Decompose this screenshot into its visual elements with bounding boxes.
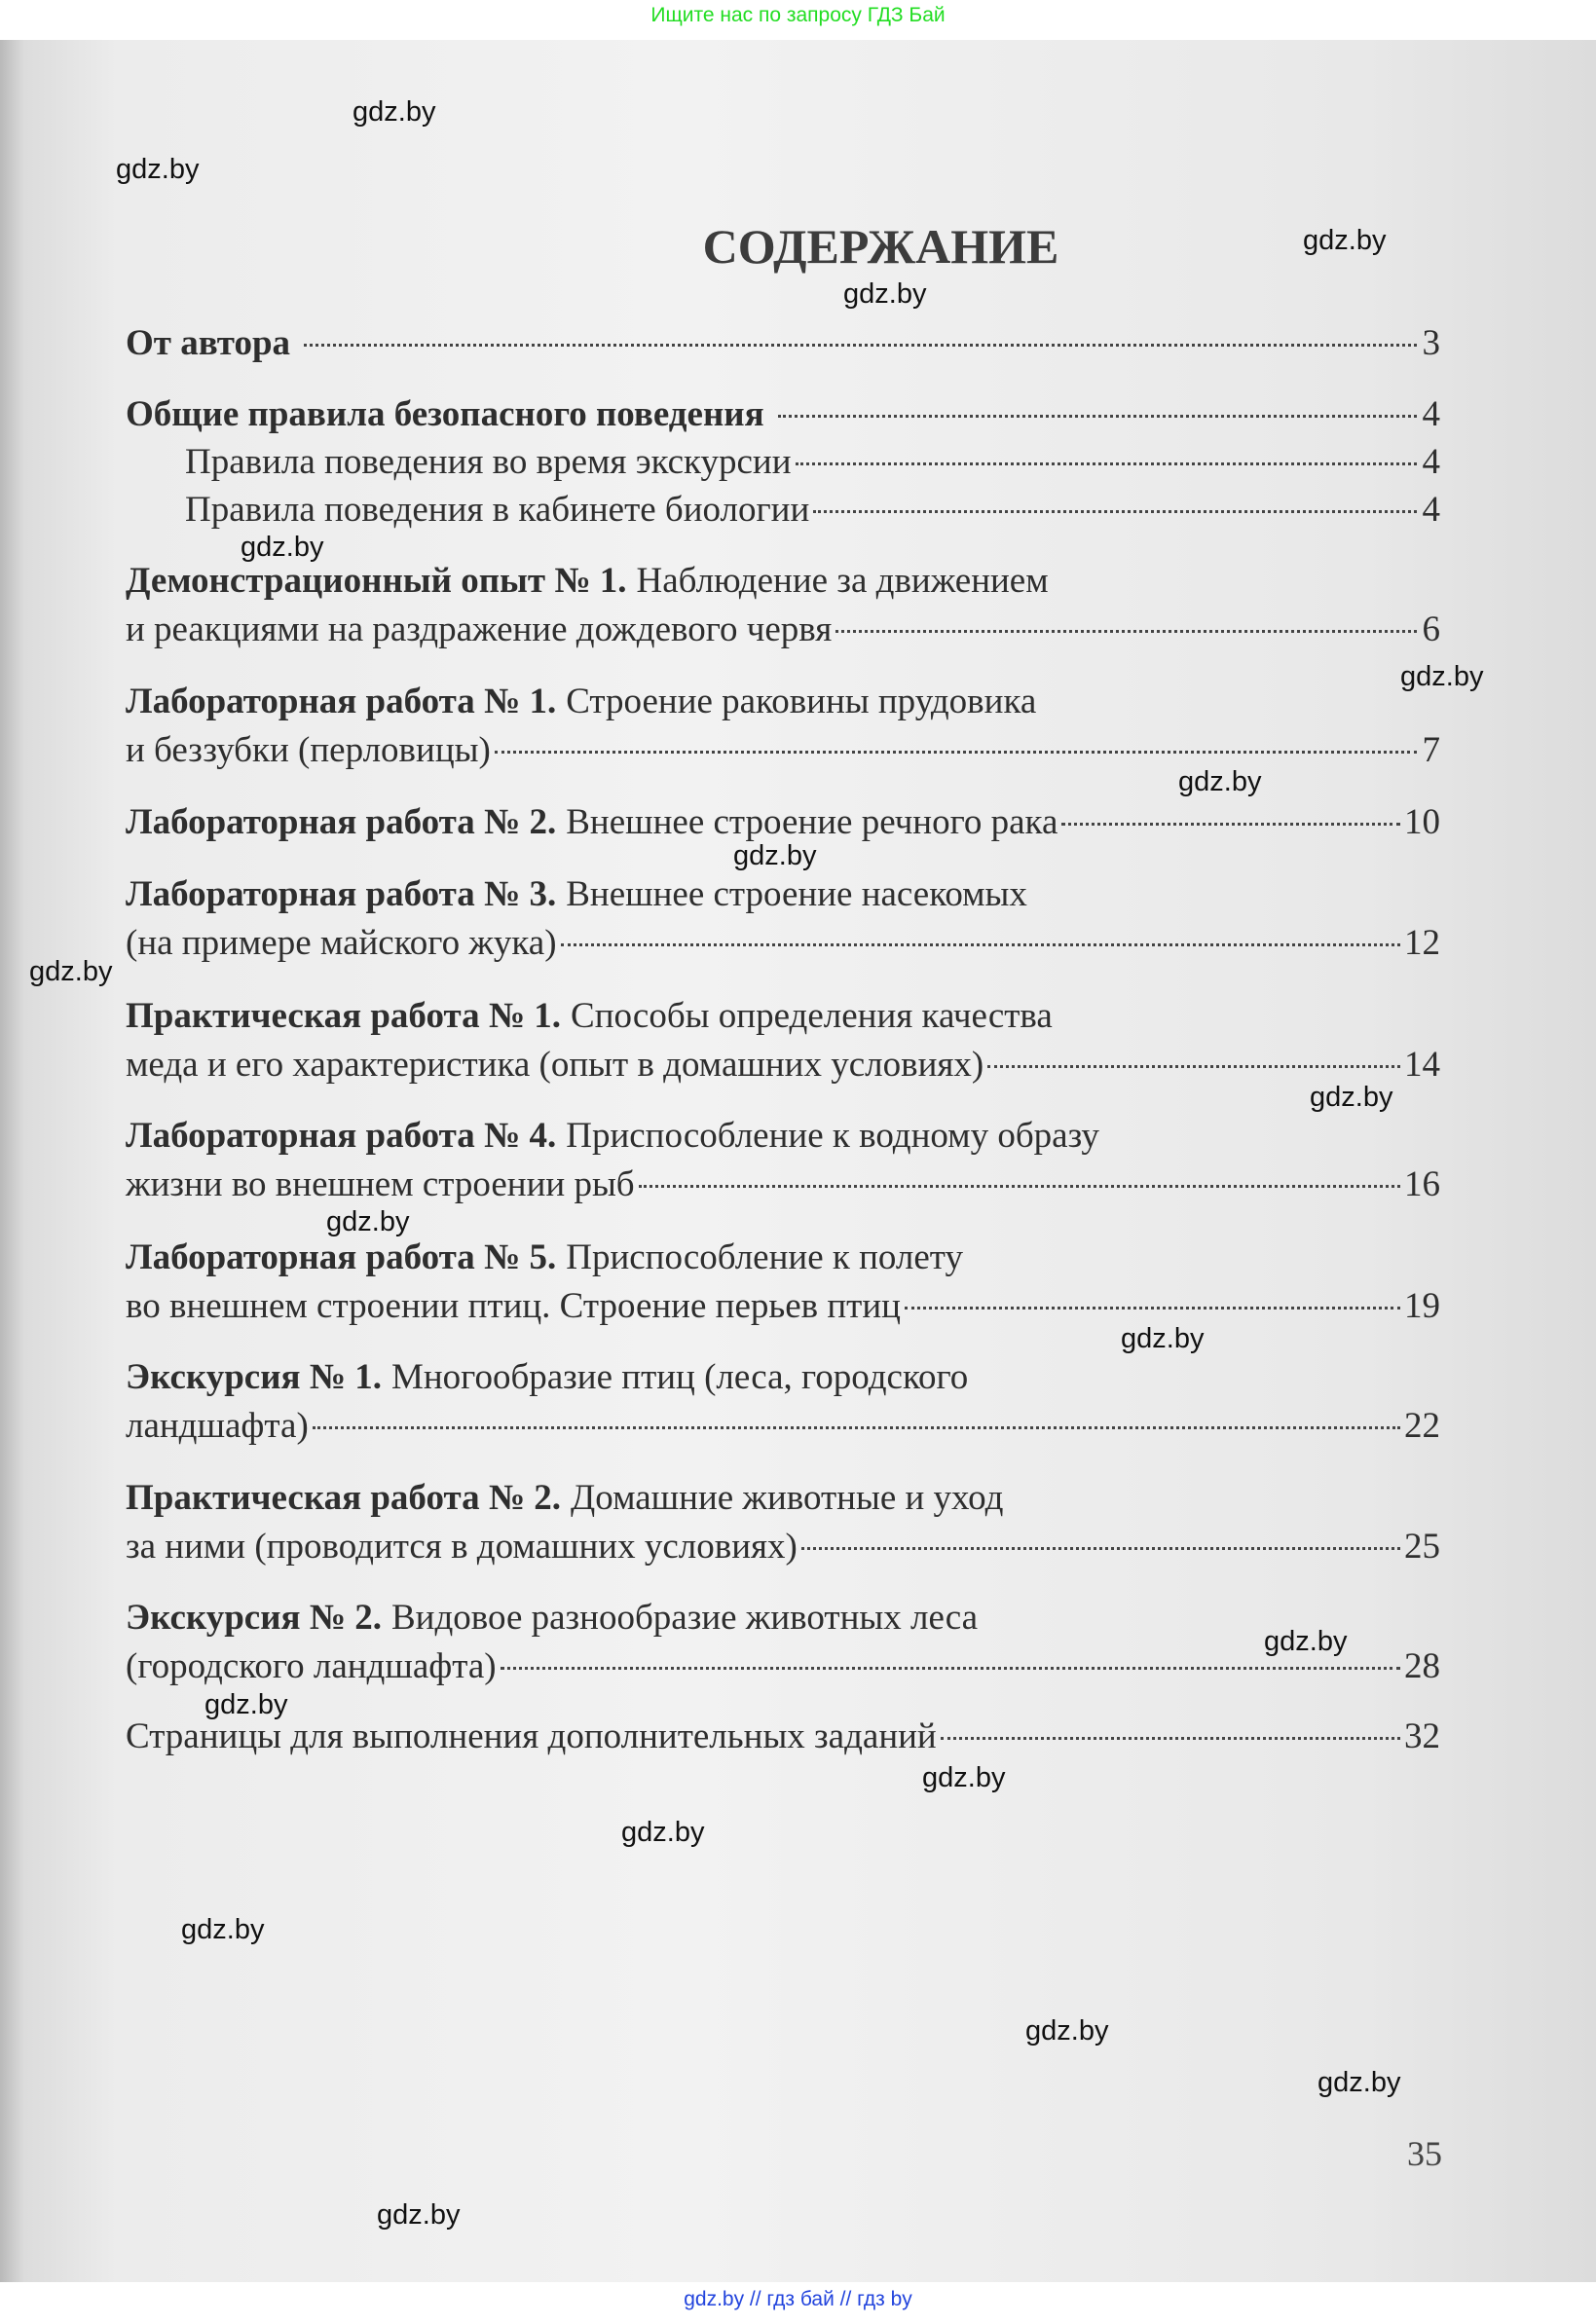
toc-page: 28 (1404, 1646, 1440, 1686)
toc-entry[interactable] (126, 870, 1440, 968)
toc-page: 7 (1422, 730, 1440, 770)
toc-entry-text: Видовое разнообразие животных леса (390, 1598, 979, 1638)
watermark: gdz.by (204, 1689, 288, 1720)
dot-leader (801, 1547, 1400, 1550)
toc-page: 25 (1404, 1527, 1440, 1567)
watermark: gdz.by (353, 96, 436, 128)
dot-leader (987, 1065, 1400, 1068)
toc-page: 4 (1422, 394, 1440, 434)
search-banner[interactable]: Ищите нас по запросу ГДЗ Бай (650, 4, 946, 26)
toc-entry-heading: Лабораторная работа № 3. (126, 874, 557, 914)
toc-entry-text: Приспособление к полету (566, 1237, 963, 1277)
toc-entry-continuation: жизни во внешнем строении рыб (126, 1164, 635, 1204)
watermark: gdz.by (326, 1206, 410, 1237)
toc-entry-continuation: за ними (проводится в домашних условиях) (126, 1527, 798, 1567)
toc-entry-text: Домашние животные и уход (571, 1478, 1004, 1518)
dot-leader (905, 1307, 1400, 1310)
toc-page: 4 (1422, 490, 1440, 530)
watermark: gdz.by (116, 154, 200, 185)
toc-entry[interactable] (126, 1713, 1440, 1761)
dot-leader (313, 1426, 1400, 1429)
watermark: gdz.by (1400, 661, 1484, 692)
page-number: 35 (1407, 2134, 1442, 2173)
watermark: gdz.by (1178, 766, 1262, 797)
toc-entry-continuation: и реакциями на раздражение дождевого червя (126, 609, 833, 649)
toc-page: 22 (1404, 1406, 1440, 1446)
toc-entry[interactable] (185, 438, 1440, 487)
toc-page: 12 (1404, 923, 1440, 963)
toc-entry[interactable] (126, 319, 1440, 368)
dot-leader (501, 1667, 1400, 1670)
toc-entry-continuation: и беззубки (перловицы) (126, 730, 491, 770)
toc-entry[interactable] (126, 678, 1440, 775)
toc-entry-text: Правила поведения во время экскурсии (185, 442, 792, 482)
watermark: gdz.by (1310, 1082, 1393, 1113)
toc-entry-text: Многообразие птиц (леса, городского (390, 1357, 969, 1397)
dot-leader (941, 1737, 1400, 1740)
toc-entry-heading: Практическая работа № 2. (126, 1478, 562, 1518)
toc-page: 6 (1422, 609, 1440, 649)
toc-entry-text: Страницы для выполнения дополнительных заданий (126, 1716, 937, 1756)
toc-entry-text: Внешнее строение насекомых (566, 874, 1027, 914)
watermark: gdz.by (377, 2199, 461, 2231)
toc-entry[interactable] (126, 1112, 1440, 1209)
toc-entry-heading: От автора (126, 323, 291, 363)
toc-entry-text: Правила поведения в кабинете биологии (185, 490, 810, 530)
toc-entry[interactable] (126, 1353, 1440, 1451)
watermark: gdz.by (1303, 225, 1387, 256)
toc-entry-heading: Лабораторная работа № 2. (126, 802, 557, 842)
toc-entry[interactable] (185, 486, 1440, 535)
toc-entry[interactable] (126, 557, 1440, 654)
toc-entry[interactable] (126, 390, 1440, 439)
dot-leader (495, 751, 1417, 754)
toc-entry-heading: Лабораторная работа № 5. (126, 1237, 557, 1277)
watermark: gdz.by (1318, 2067, 1401, 2098)
dot-leader (778, 415, 1417, 418)
toc-page: 10 (1404, 802, 1440, 842)
toc-entry[interactable] (126, 1234, 1440, 1331)
toc-entry-continuation: (на примере майского жука) (126, 923, 557, 963)
watermark: gdz.by (733, 840, 817, 871)
watermark: gdz.by (1025, 2015, 1109, 2047)
toc-entry-continuation: во внешнем строении птиц. Строение перьев птиц (126, 1286, 901, 1326)
toc-entry-heading: Общие правила безопасного поведения (126, 394, 764, 434)
watermark: gdz.by (181, 1914, 265, 1945)
dot-leader (796, 462, 1417, 465)
toc-entry-heading: Лабораторная работа № 4. (126, 1116, 557, 1156)
watermark: gdz.by (1264, 1626, 1348, 1657)
watermark: gdz.by (241, 532, 324, 563)
toc-page: 3 (1422, 323, 1440, 363)
toc-page: 32 (1404, 1716, 1440, 1756)
toc-entry-text: Приспособление к водному образу (566, 1116, 1099, 1156)
book-page (0, 40, 1596, 2282)
toc-page: 16 (1404, 1164, 1440, 1204)
footer-links[interactable]: gdz.by // гдз бай // гдз by (684, 2288, 912, 2310)
toc-page: 19 (1404, 1286, 1440, 1326)
page-title: СОДЕРЖАНИЕ (702, 219, 1059, 274)
toc-entry[interactable] (126, 992, 1440, 1089)
toc-entry-text: Способы определения качества (571, 996, 1053, 1036)
toc-entry-heading: Экскурсия № 1. (126, 1357, 382, 1397)
watermark: gdz.by (843, 278, 927, 310)
toc-page: 14 (1404, 1045, 1440, 1085)
toc-entry-text: Строение раковины прудовика (566, 682, 1037, 721)
toc-entry-heading: Лабораторная работа № 1. (126, 682, 557, 721)
dot-leader (1061, 823, 1400, 826)
toc-entry-text: Наблюдение за движением (636, 561, 1049, 601)
dot-leader (813, 510, 1417, 513)
toc-page: 4 (1422, 442, 1440, 482)
toc-entry-continuation: (городского ландшафта) (126, 1646, 497, 1686)
watermark: gdz.by (29, 956, 113, 987)
dot-leader (639, 1185, 1400, 1188)
dot-leader (561, 943, 1400, 946)
watermark: gdz.by (621, 1817, 705, 1848)
toc-entry-heading: Практическая работа № 1. (126, 996, 562, 1036)
toc-entry-continuation: меда и его характеристика (опыт в домашних условиях) (126, 1045, 984, 1085)
toc-entry[interactable] (126, 1594, 1440, 1691)
dot-leader (835, 630, 1417, 633)
toc-entry-heading: Демонстрационный опыт № 1. (126, 561, 627, 601)
toc-entry-text: Внешнее строение речного рака (566, 802, 1058, 842)
dot-leader (304, 344, 1417, 347)
toc-entry-continuation: ландшафта) (126, 1406, 309, 1446)
watermark: gdz.by (1121, 1323, 1205, 1354)
toc-entry[interactable] (126, 1474, 1440, 1571)
toc-entry-heading: Экскурсия № 2. (126, 1598, 382, 1638)
watermark: gdz.by (922, 1762, 1006, 1793)
